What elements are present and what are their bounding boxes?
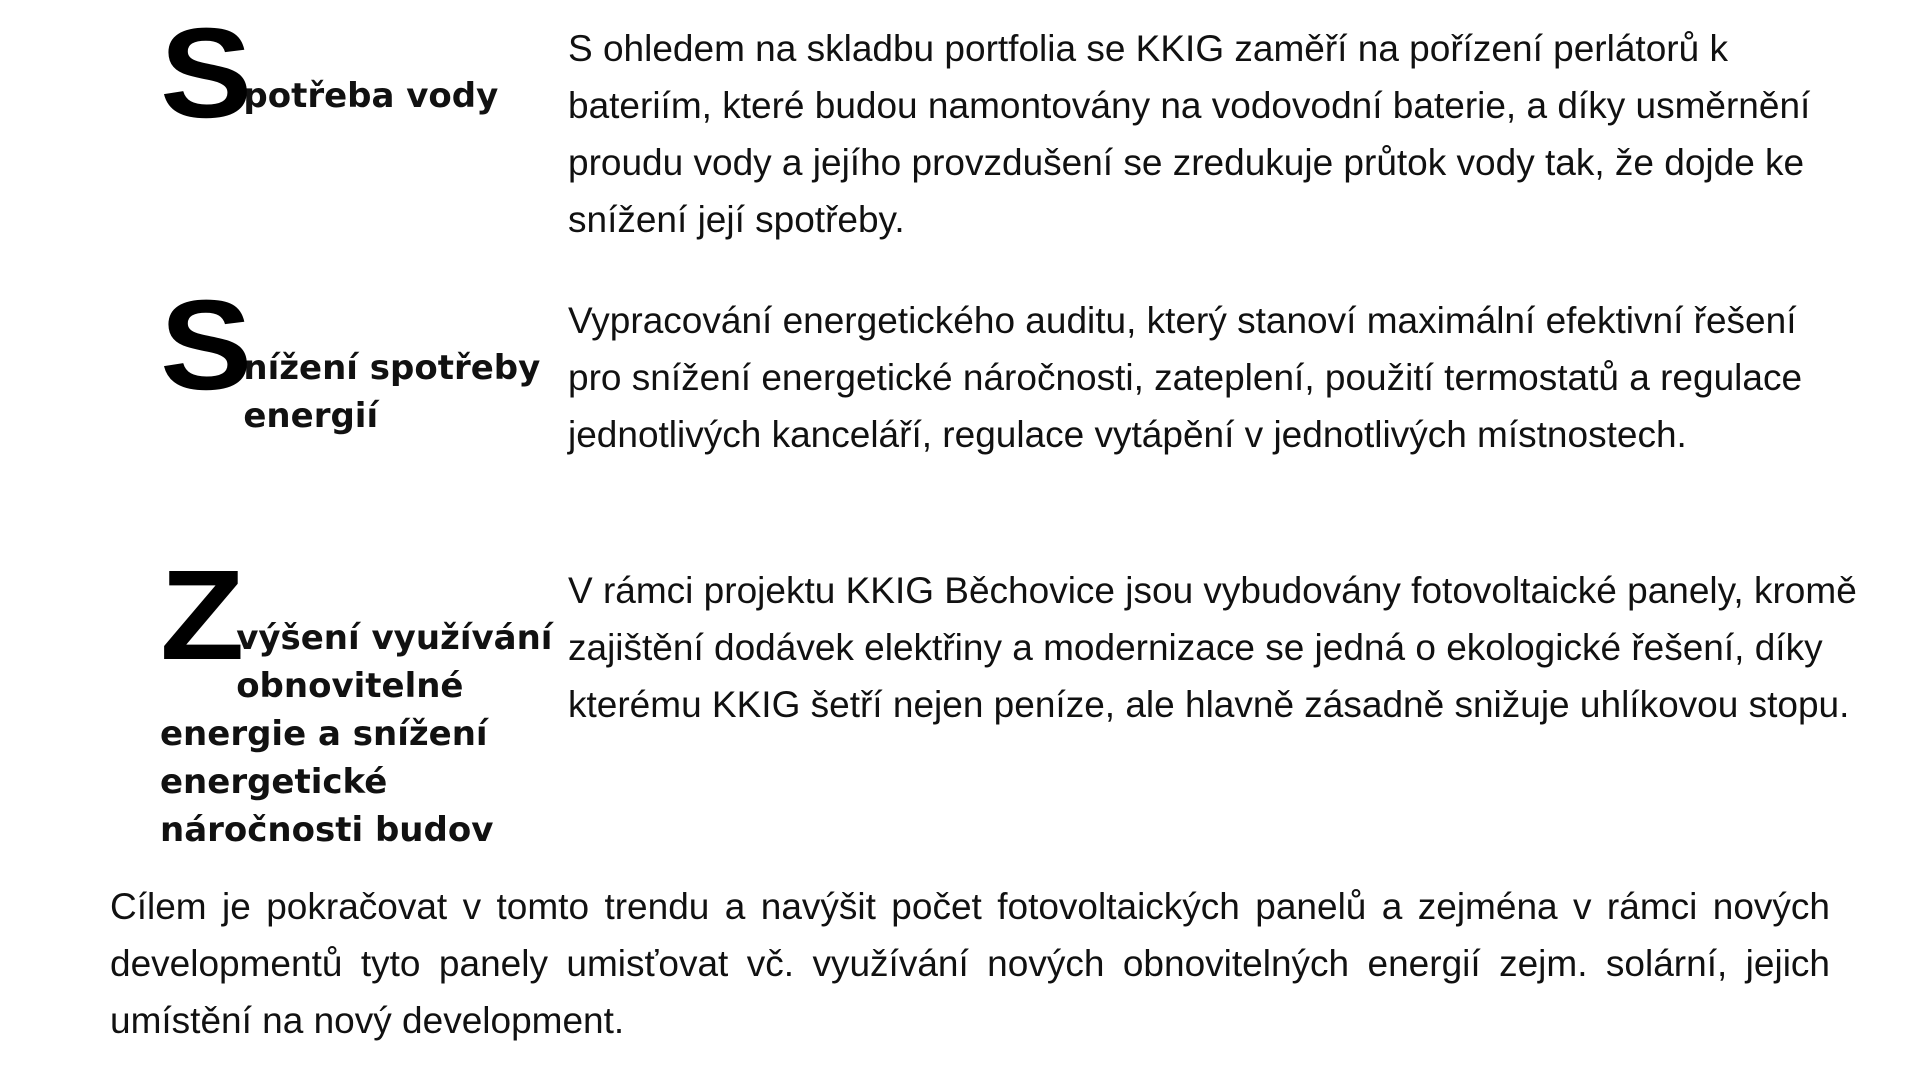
drop-cap-initial: Z	[160, 544, 241, 687]
section-body-text: Vypracování energetického auditu, který stanoví maximální efektivní řešení pro snížení energetické náročnosti, zateplení, použití termostatů a regulace jednotlivých kanceláří, regulace vytápění v jednotlivých místnostech.	[568, 300, 1803, 455]
section-heading-text: nížení spotřeby energií	[243, 348, 541, 436]
section-body-text: V rámci projektu KKIG Běchovice jsou vybudovány fotovoltaické panely, kromě zajištění dodávek elektřiny a modernizace se jedná o ekologické řešení, díky kterému KKIG šetří nejen peníze, ale hlavně zásadně snižuje uhlíkovou stopu.	[568, 570, 1857, 725]
drop-cap-initial: S	[160, 274, 248, 417]
conclusion-paragraph: Cílem je pokračovat v tomto trendu a navýšit počet fotovoltaických panelů a zejména v rámci nových developmentů tyto panely umisťovat vč. využívání nových obnovitelných energií zejm. solární, jejich umístění na nový development.	[110, 886, 1830, 1041]
section-heading-text: výšení využívání obnovitelné energie a snížení energetické náročnosti budov	[160, 618, 553, 850]
section-heading	[160, 544, 570, 854]
section-heading	[160, 2, 570, 145]
section-heading-text: potřeba vody	[243, 76, 499, 116]
section-body-text: S ohledem na skladbu portfolia se KKIG zaměří na pořízení perlátorů k bateriím, které budou namontovány na vodovodní baterie, a díky usměrnění proudu vody a jejího provzdušení se zredukuje průtok vody tak, že dojde ke snížení její spotřeby.	[568, 28, 1811, 240]
section-heading	[160, 274, 570, 440]
drop-cap-initial: S	[160, 2, 248, 145]
